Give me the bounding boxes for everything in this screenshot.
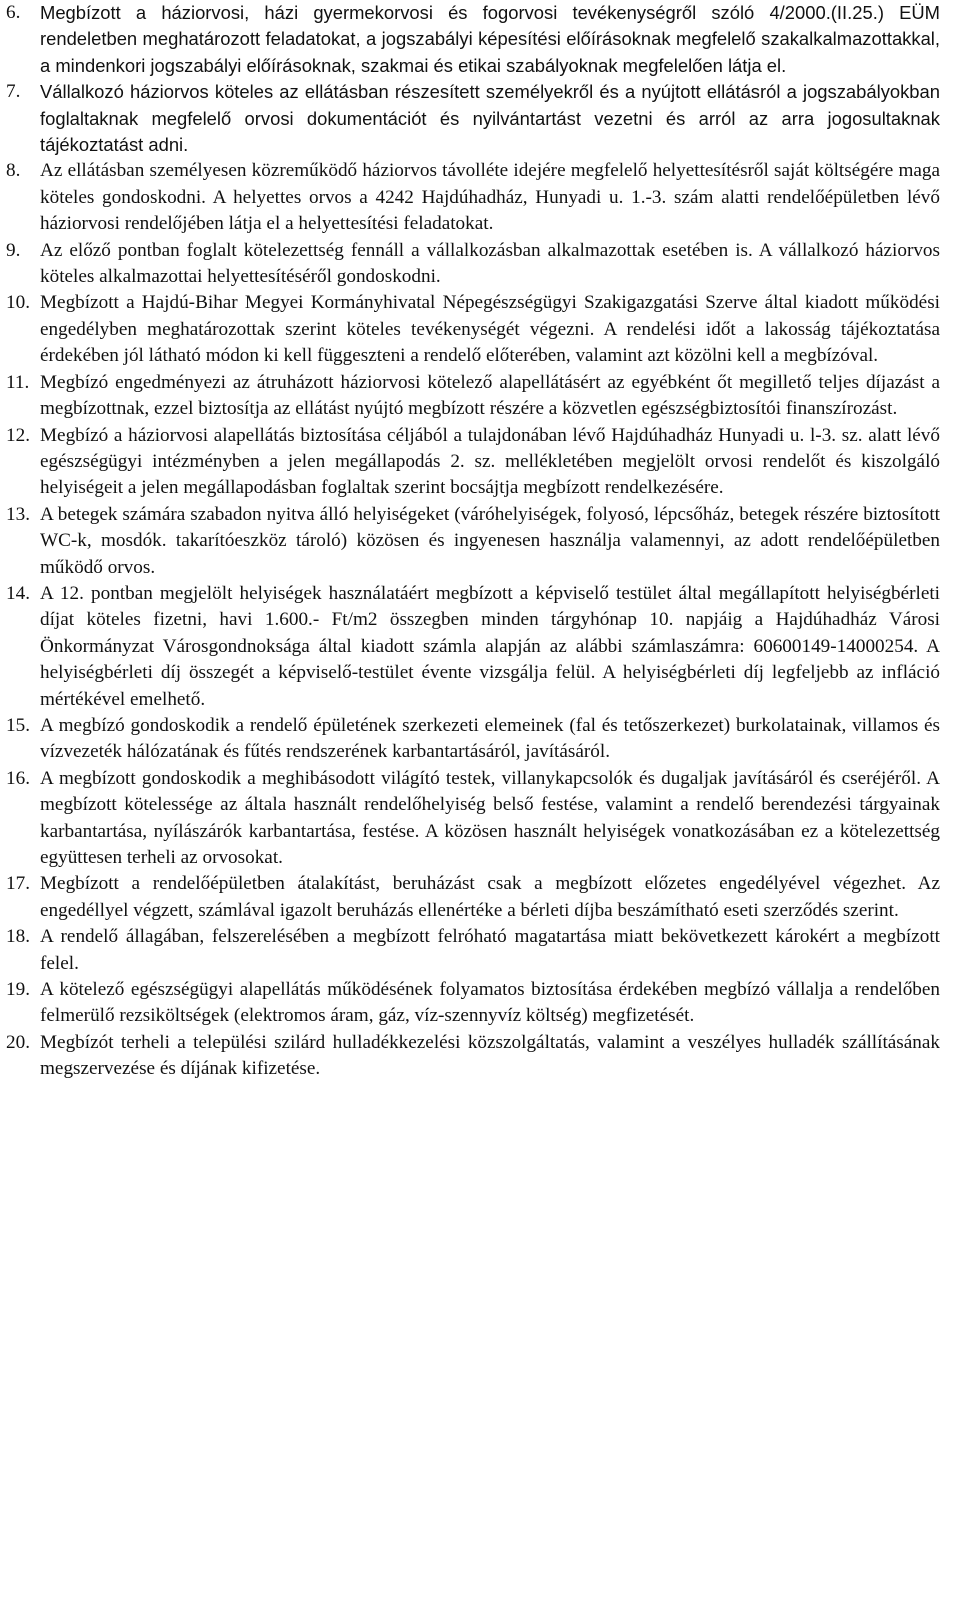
clause-number: 14. xyxy=(6,582,30,604)
clause-16 xyxy=(6,766,940,872)
clause-text: Megbízott a háziorvosi, házi gyermekorvosi és fogorvosi tevékenységről szóló 4/2000.(II.25.) EÜM rendeletben meghatározott feladatokat, a jogszabályi képesítési előírásoknak megfelelő szakalkalmazottakkal, a mindenkori jogszabályi előírásoknak, szakmai és etikai szabályoknak megfelelően látja el. xyxy=(40,2,940,76)
clause-text: A betegek számára szabadon nyitva álló helyiségeket (váróhelyiségek, folyosó, lépcsőház, betegek részére biztosított WC-k, mosdók. takarítóeszköz tároló) közösen és ingyenesen használja valamennyi, az adott rendelőépületben működő orvos. xyxy=(40,503,940,578)
clause-text: A megbízó gondoskodik a rendelő épületének szerkezeti elemeinek (fal és tetőszerkezet) burkolatainak, villamos és vízvezeték hálózatának és fűtés rendszerének karbantartásáról, javításáról. xyxy=(40,714,940,763)
clause-number: 9. xyxy=(6,239,21,261)
clause-13 xyxy=(6,502,940,581)
clause-number: 13. xyxy=(6,503,30,525)
clause-number: 18. xyxy=(6,926,30,948)
numbered-clause-list xyxy=(6,0,940,1083)
clause-number: 19. xyxy=(6,979,30,1001)
clause-20 xyxy=(6,1030,940,1083)
clause-text: Az ellátásban személyesen közreműködő háziorvos távolléte idejére megfelelő helyettesítésről saját költségére maga köteles gondoskodni. A helyettes orvos a 4242 Hajdúhadház, Hunyadi u. 1.-3. szám alatti rendelőépületben lévő háziorvosi rendelőjében látja el a helyettesítési feladatokat. xyxy=(40,160,940,235)
clause-text: Megbízót terheli a települési szilárd hulladékkezelési közszolgáltatás, valamint a veszélyes hulladék szállításának megszervezése és díjának kifizetése. xyxy=(40,1031,940,1080)
clause-text: Vállalkozó háziorvos köteles az ellátásban részesített személyekről és a nyújtott ellátásról a jogszabályokban foglaltaknak megfelelő orvosi dokumentációt és nyilvántartást vezetni és arról az arra jogosultaknak tájékoztatást adni. xyxy=(40,81,940,156)
clause-text: A kötelező egészségügyi alapellátás működésének folyamatos biztosítása érdekében megbízó vállalja a rendelőben felmerülő rezsiköltségek (elektromos áram, gáz, víz-szennyvíz költség) megfizetését. xyxy=(40,979,940,1027)
clause-number: 17. xyxy=(6,873,30,895)
clause-8 xyxy=(6,158,940,237)
clause-9 xyxy=(6,238,940,291)
clause-number: 20. xyxy=(6,1031,30,1053)
clause-19 xyxy=(6,977,940,1030)
clause-text: Megbízó engedményezi az átruházott háziorvosi kötelező alapellátásért az egyébként őt megillető teljes díjazást a megbízottnak, ezzel biztosítja az ellátást nyújtó megbízott részére a közvetlen egészségbiztosítói finanszírozást. xyxy=(40,371,940,420)
clause-text: Megbízó a háziorvosi alapellátás biztosítása céljából a tulajdonában lévő Hajdúhadház Hunyadi u. l-3. sz. alatt lévő egészségügyi intézményben a jelen megállapodás 2. sz. mellékletében megjelölt orvosi rendelőt és kiszolgáló helyiségeit a jelen megállapodásban foglaltak szerint bocsájtja megbízott rendelkezésére. xyxy=(40,424,940,499)
clause-number: 16. xyxy=(6,767,30,789)
clause-6 xyxy=(6,0,940,79)
clause-number: 7. xyxy=(6,81,21,103)
clause-17 xyxy=(6,871,940,924)
clause-text: A 12. pontban megjelölt helyiségek használatáért megbízott a képviselő testület által megállapított helyiségbérleti díjat köteles fizetni, havi 1.600.- Ft/m2 összegben minden tárgyhónap 10. napjáig a Hajdúhadház Városi Önkormányzat Városgondnoksága által kiadott számla alapján az alábbi számlaszámra: 60600149-14000254. A helyiségbérleti díj összegét a képviselő-testület évente vizsgálja felül. A helyiségbérleti díj legfeljebb az infláció mértékével emelhető. xyxy=(40,582,940,710)
clause-15 xyxy=(6,713,940,766)
clause-number: 8. xyxy=(6,160,21,182)
clause-number: 10. xyxy=(6,292,30,314)
clause-number: 11. xyxy=(6,371,30,393)
clause-11 xyxy=(6,370,940,423)
clause-text: A megbízott gondoskodik a meghibásodott világító testek, villanykapcsolók és dugaljak javításáról és cseréjéről. A megbízott kötelessége az általa használt rendelőhelyiség belső festése, valamint a rendelő berendezési tárgyainak karbantartása, nyílászárók karbantartása, festése. A közösen használt helyiségek vonatkozásában ez a kötelezettség együttesen terheli az orvosokat. xyxy=(40,767,940,868)
clause-12 xyxy=(6,423,940,502)
clause-text: Az előző pontban foglalt kötelezettség fennáll a vállalkozásban alkalmazottak esetében is. A vállalkozó háziorvos köteles alkalmazottai helyettesítéséről gondoskodni. xyxy=(40,239,940,288)
clause-text: A rendelő állagában, felszerelésében a megbízott felróható magatartása miatt bekövetkezett károkért a megbízott felel. xyxy=(40,926,940,974)
clause-7 xyxy=(6,79,940,158)
clause-text: Megbízott a rendelőépületben átalakítást, beruházást csak a megbízott előzetes engedélyével végezhet. Az engedéllyel végzett, számlával igazolt beruházás ellenértéke a bérleti díjba beszámítható eseti szerződés szerint. xyxy=(40,873,940,921)
clause-number: 15. xyxy=(6,714,30,736)
clause-text: Megbízott a Hajdú-Bihar Megyei Kormányhivatal Népegészségügyi Szakigazgatási Szerve által kiadott működési engedélyben meghatározottak szerint köteles tevékenységét végezni. A rendelési időt a lakosság tájékoztatása érdekében jól látható módon ki kell függeszteni a rendelő előterében, valamint azt közölni kell a megbízóval. xyxy=(40,292,940,367)
clause-14 xyxy=(6,581,940,713)
clause-number: 12. xyxy=(6,424,30,446)
clause-number: 6. xyxy=(6,2,21,23)
clause-18 xyxy=(6,924,940,977)
clause-10 xyxy=(6,290,940,369)
